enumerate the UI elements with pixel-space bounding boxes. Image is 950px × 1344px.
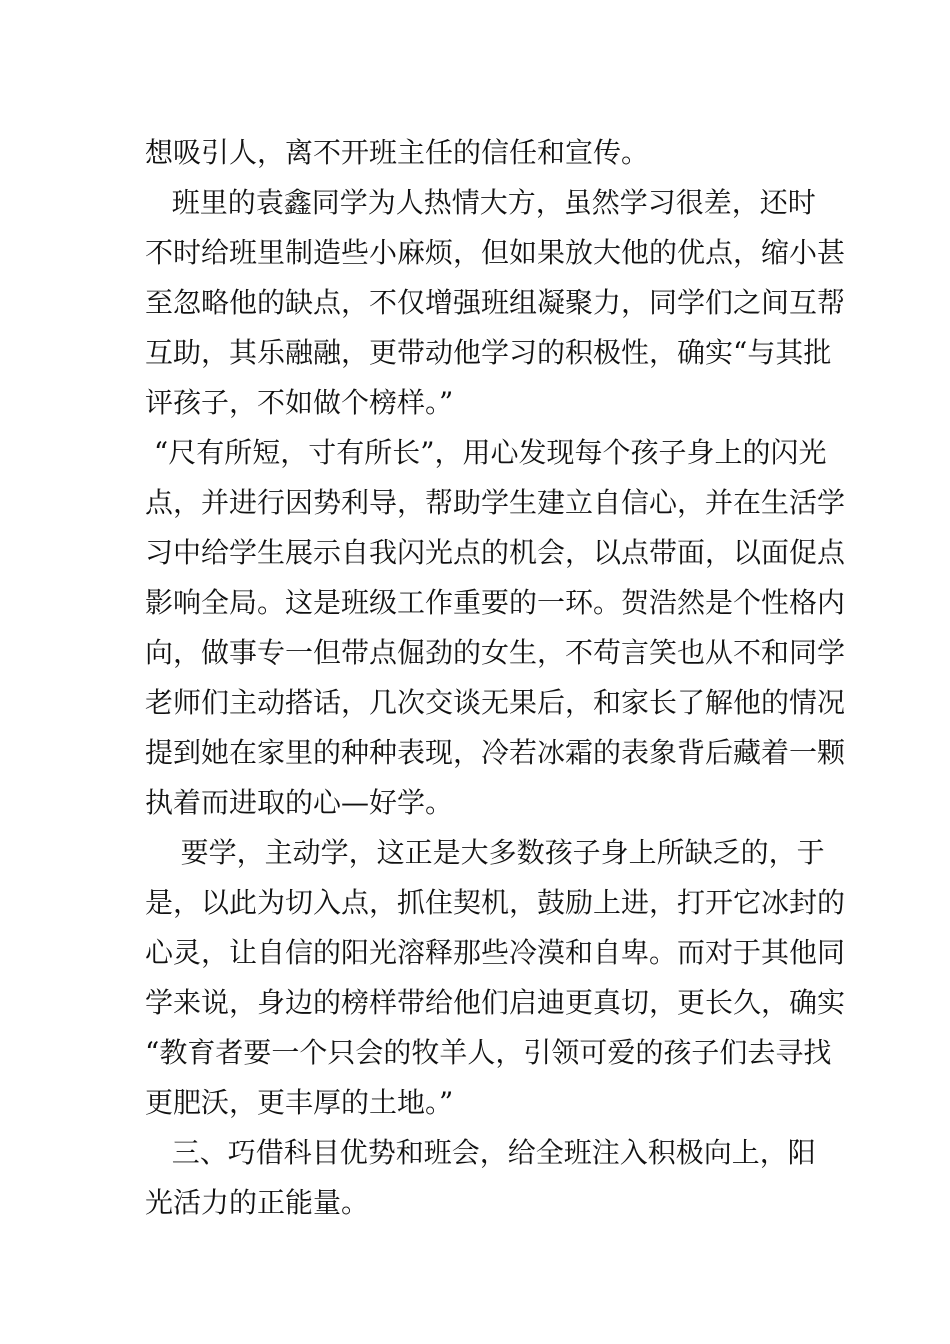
- document-body: [145, 128, 846, 1228]
- text-line: 不时给班里制造些小麻烦，但如果放大他的优点，缩小甚: [145, 236, 846, 269]
- text-line: 点，并进行因势利导，帮助学生建立自信心，并在生活学: [145, 486, 846, 519]
- text-line: “教育者要一个只会的牧羊人，引领可爱的孩子们去寻找: [145, 1036, 832, 1069]
- text-line: 互助，其乐融融，更带动他学习的积极性，确实“与其批: [145, 336, 832, 369]
- text-line: 要学，主动学，这正是大多数孩子身上所缺乏的，于: [145, 836, 825, 869]
- text-line: 至忽略他的缺点，不仅增强班组凝聚力，同学们之间互帮: [145, 286, 846, 319]
- text-line: 是，以此为切入点，抓住契机，鼓励上进，打开它冰封的: [145, 886, 846, 919]
- text-line: 向，做事专一但带点倔劲的女生，不苟言笑也从不和同学: [145, 636, 846, 669]
- text-line: “尺有所短，寸有所长”，用心发现每个孩子身上的闪光: [145, 436, 827, 469]
- text-line: 习中给学生展示自我闪光点的机会，以点带面，以面促点: [145, 536, 846, 569]
- text-line: 班里的袁鑫同学为人热情大方，虽然学习很差，还时: [145, 186, 816, 219]
- text-line: 老师们主动搭话，几次交谈无果后，和家长了解他的情况: [145, 686, 846, 719]
- text-line: 心灵，让自信的阳光溶释那些冷漠和自卑。而对于其他同: [145, 936, 846, 969]
- text-line: 更肥沃，更丰厚的土地。”: [145, 1086, 454, 1119]
- text-line: 执着而进取的心—好学。: [145, 786, 454, 819]
- text-line: 评孩子，不如做个榜样。”: [145, 386, 454, 419]
- text-line: 三、巧借科目优势和班会，给全班注入积极向上，阳: [145, 1136, 816, 1169]
- text-line: 学来说，身边的榜样带给他们启迪更真切，更长久，确实: [145, 986, 846, 1019]
- text-line: 影响全局。这是班级工作重要的一环。贺浩然是个性格内: [145, 586, 846, 619]
- text-line: 想吸引人，离不开班主任的信任和宣传。: [145, 136, 650, 169]
- text-line: 光活力的正能量。: [145, 1186, 370, 1219]
- text-line: 提到她在家里的种种表现，冷若冰霜的表象背后藏着一颗: [145, 736, 846, 769]
